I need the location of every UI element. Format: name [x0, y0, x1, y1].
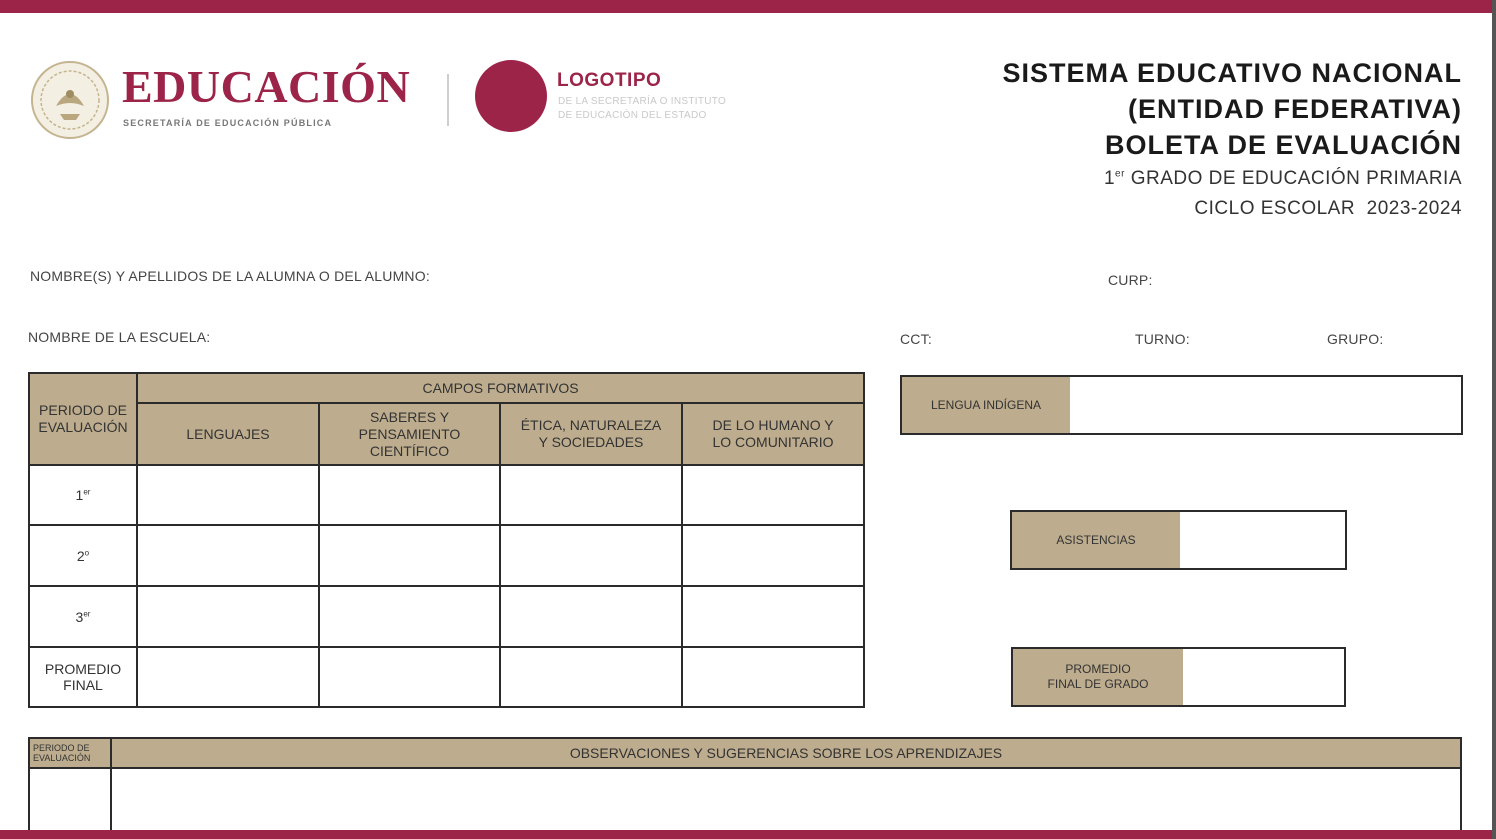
- period-3-label: [29, 586, 137, 647]
- curp-label: CURP:: [1108, 272, 1153, 288]
- period-header: [29, 373, 137, 465]
- observations-title: OBSERVACIONES Y SUGERENCIAS SOBRE LOS APRENDIZAJES: [111, 738, 1461, 768]
- col-humano: [682, 403, 864, 465]
- period-1-ordinal: er: [83, 487, 91, 497]
- col-saberes: [319, 403, 500, 465]
- grade-cell[interactable]: [500, 525, 682, 586]
- period-3-num: 3: [75, 608, 84, 625]
- col-humano-line2: LO COMUNITARIO: [712, 434, 834, 450]
- grade-cell[interactable]: [682, 586, 864, 647]
- period-2-num: 2: [76, 547, 85, 564]
- final-average-line2: FINAL: [63, 677, 103, 693]
- logo-divider: [447, 74, 449, 126]
- cct-label: CCT:: [900, 331, 932, 347]
- grade-cell[interactable]: [137, 647, 319, 707]
- attendance-label: ASISTENCIAS: [1012, 512, 1180, 568]
- table-row: [29, 647, 864, 707]
- table-row: [29, 586, 864, 647]
- grades-table: [28, 372, 865, 708]
- col-saberes-line1: SABERES Y: [369, 408, 450, 425]
- logo-caption-line2: DE EDUCACIÓN DEL ESTADO: [558, 110, 707, 121]
- col-humano-line1: DE LO HUMANO Y: [712, 417, 834, 433]
- logo-title: LOGOTIPO: [557, 70, 662, 91]
- final-average-line1: PROMEDIO: [44, 661, 122, 677]
- period-1-label: [29, 465, 137, 525]
- grade-cell[interactable]: [682, 525, 864, 586]
- final-grade-average-line1: PROMEDIO: [1065, 662, 1131, 676]
- grade-cell[interactable]: [319, 525, 500, 586]
- grade-cell[interactable]: [319, 647, 500, 707]
- page-edge: [1492, 0, 1496, 839]
- col-lenguajes: LENGUAJES: [137, 403, 319, 465]
- turno-label: TURNO:: [1135, 331, 1190, 347]
- grade-cell[interactable]: [137, 525, 319, 586]
- grade-line: [1104, 168, 1462, 190]
- logo-placeholder-circle: [475, 60, 547, 132]
- cycle-value: 2023-2024: [1366, 198, 1462, 219]
- observations-text-cell[interactable]: [111, 768, 1461, 838]
- period-3-ordinal: er: [83, 608, 91, 618]
- table-row: [29, 465, 864, 525]
- table-row: [29, 525, 864, 586]
- grade-cell[interactable]: [682, 465, 864, 525]
- mexico-national-seal-icon: [30, 60, 110, 140]
- grupo-label: GRUPO:: [1327, 331, 1384, 347]
- observations-period-cell[interactable]: [29, 768, 111, 838]
- col-saberes-line3: CIENTÍFICO: [369, 442, 450, 459]
- header-line-1: SISTEMA EDUCATIVO NACIONAL: [1002, 58, 1462, 88]
- indigenous-language-label: LENGUA INDÍGENA: [902, 377, 1070, 433]
- final-grade-average-label: [1013, 649, 1183, 705]
- indigenous-language-field[interactable]: [1070, 377, 1461, 433]
- final-grade-average-field[interactable]: [1183, 649, 1344, 705]
- final-average-label: [29, 647, 137, 707]
- observations-period-header: [29, 738, 111, 768]
- bottom-accent-bar: [0, 830, 1496, 839]
- col-etica: [500, 403, 682, 465]
- student-name-label: NOMBRE(S) Y APELLIDOS DE LA ALUMNA O DEL ALUMNO:: [30, 268, 430, 284]
- period-header-line2: EVALUACIÓN: [38, 419, 128, 435]
- period-1-num: 1: [75, 487, 84, 503]
- period-header-line1: PERIODO DE: [39, 402, 127, 418]
- grade-number: 1: [1103, 168, 1116, 189]
- grade-cell[interactable]: [500, 465, 682, 525]
- observations-table: [28, 737, 1462, 839]
- logo-caption-line1: DE LA SECRETARÍA O INSTITUTO: [558, 96, 727, 107]
- grade-cell[interactable]: [137, 465, 319, 525]
- grade-cell[interactable]: [682, 647, 864, 707]
- attendance-field[interactable]: [1180, 512, 1345, 568]
- attendance-box: [1010, 510, 1347, 570]
- observations-period-line1: PERIODO DE: [33, 743, 90, 753]
- grade-text: GRADO DE EDUCACIÓN PRIMARIA: [1124, 168, 1462, 189]
- document-title: BOLETA DE EVALUACIÓN: [1105, 130, 1462, 160]
- formative-fields-header: CAMPOS FORMATIVOS: [137, 373, 864, 403]
- grade-cell[interactable]: [137, 586, 319, 647]
- grade-cell[interactable]: [500, 586, 682, 647]
- final-grade-average-line2: FINAL DE GRADO: [1047, 677, 1149, 691]
- table-row: [29, 768, 1461, 838]
- header-line-2: (ENTIDAD FEDERATIVA): [1128, 94, 1462, 124]
- col-etica-line2: Y SOCIEDADES: [538, 434, 644, 450]
- school-name-label: NOMBRE DE LA ESCUELA:: [28, 329, 211, 345]
- grade-ordinal: er: [1115, 168, 1125, 180]
- final-grade-average-box: [1011, 647, 1346, 707]
- grade-cell[interactable]: [319, 465, 500, 525]
- period-2-ordinal: o: [84, 547, 90, 557]
- period-2-label: [29, 525, 137, 586]
- grade-cell[interactable]: [319, 586, 500, 647]
- col-saberes-line2: PENSAMIENTO: [358, 425, 461, 442]
- cycle-label: CICLO ESCOLAR: [1194, 198, 1356, 219]
- grade-cell[interactable]: [500, 647, 682, 707]
- school-cycle-line: [1194, 198, 1462, 220]
- education-wordmark: EDUCACIÓN: [122, 61, 411, 112]
- indigenous-language-box: [900, 375, 1463, 435]
- col-etica-line1: ÉTICA, NATURALEZA: [520, 417, 662, 433]
- top-accent-bar: [0, 0, 1496, 13]
- secretariat-subtitle: SECRETARÍA DE EDUCACIÓN PÚBLICA: [123, 118, 333, 128]
- observations-period-line2: EVALUACIÓN: [33, 753, 91, 763]
